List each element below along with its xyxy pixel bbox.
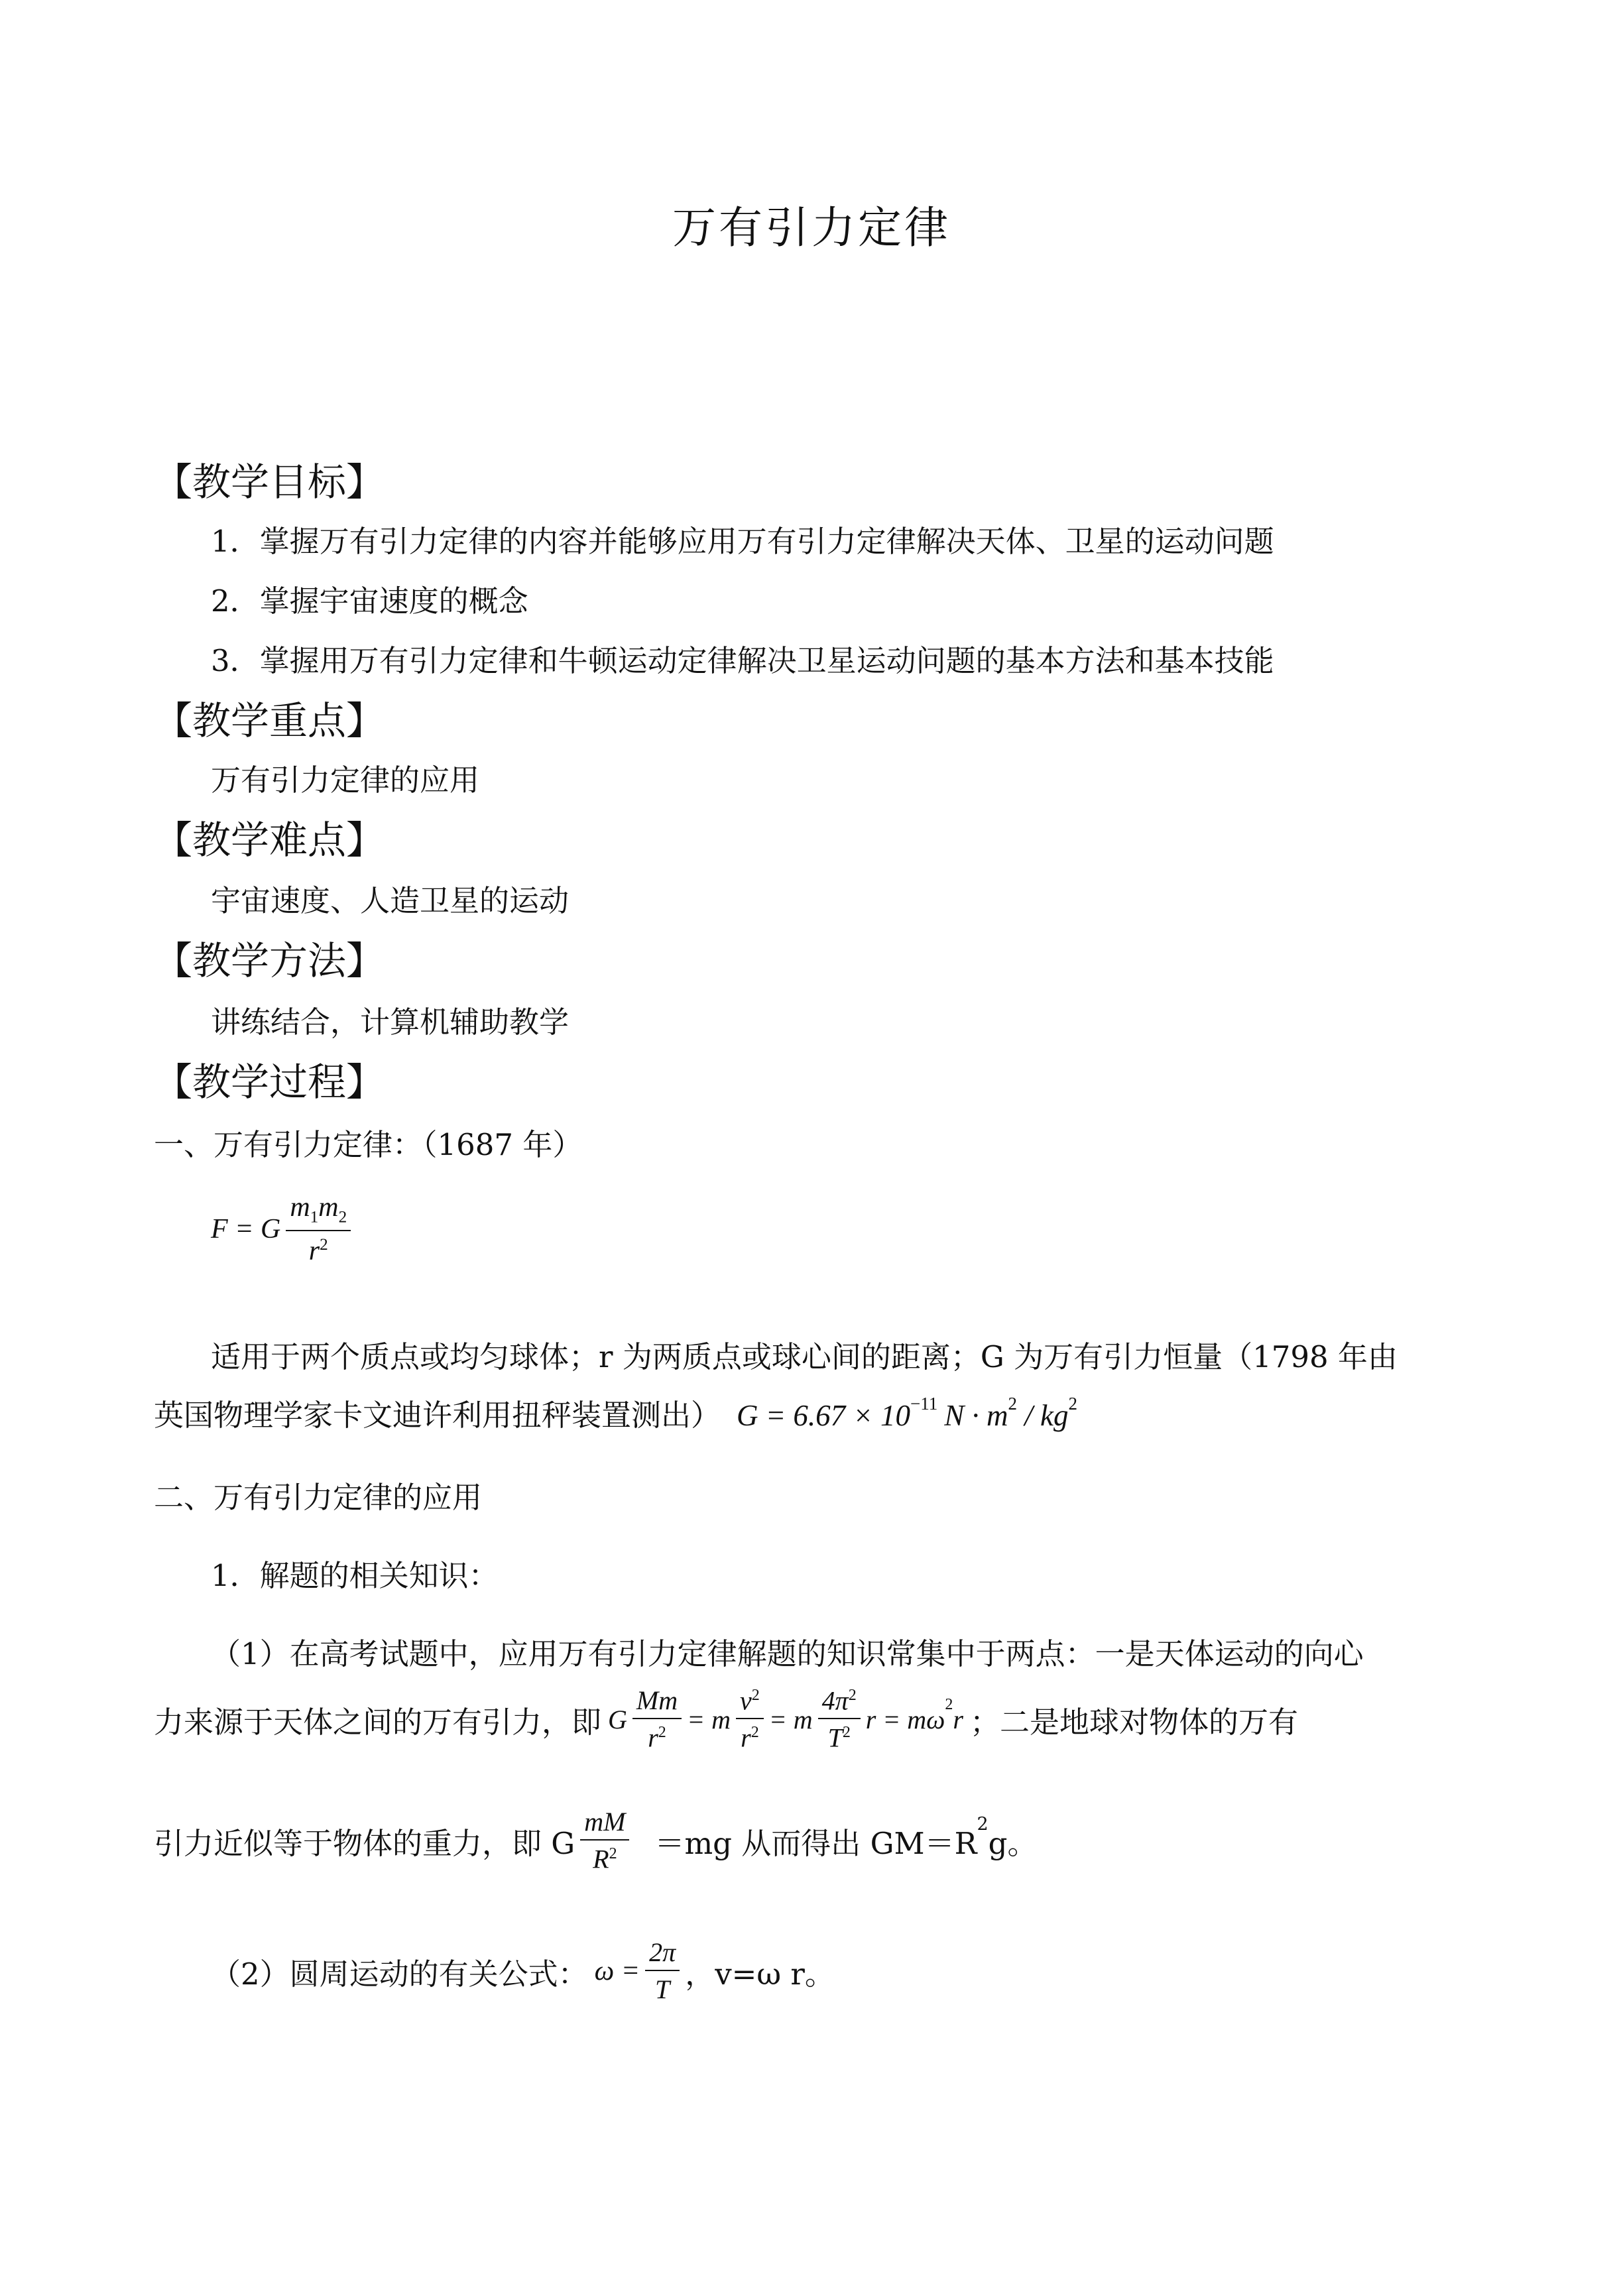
eq-tail-r: r [953, 1704, 963, 1734]
eq-tail: r = mω [865, 1704, 945, 1734]
part1-desc-line2 [154, 1391, 1077, 1434]
key-text: 万有引力定律的应用 [211, 762, 480, 798]
p2-den: T [655, 1974, 670, 2004]
centripetal-equation [608, 1687, 963, 1752]
p1-line2 [154, 1687, 1298, 1752]
eq-frac1-den: r [648, 1722, 658, 1753]
formula-lhs: F = G [211, 1213, 281, 1244]
p1-line3-post: ＝mg 从而得出 GM＝R [654, 1825, 977, 1861]
p1-line2-post: ；二是地球对物体的万有 [969, 1704, 1298, 1740]
eq-equals2: = m [768, 1704, 813, 1734]
p1-line3-end: g。 [988, 1825, 1038, 1861]
g-unit-div: / kg [1017, 1399, 1069, 1432]
formula-m1: m [290, 1192, 310, 1223]
eq-frac3 [818, 1687, 861, 1752]
g-unit: N · m [944, 1399, 1008, 1432]
p2-num: 2π [645, 1939, 680, 1971]
key-heading: 【教学重点】 [154, 698, 385, 743]
g-unit-div-exp: 2 [1068, 1393, 1077, 1414]
page-title: 万有引力定律 [672, 202, 951, 253]
goal-item-3: 3．掌握用万有引力定律和牛顿运动定律解决卫星运动问题的基本方法和基本技能 [211, 643, 1274, 678]
process-heading: 【教学过程】 [154, 1059, 385, 1105]
eq-frac1-sup: 2 [658, 1724, 666, 1742]
gravity-fraction [580, 1809, 629, 1872]
gravity-den-sup: 2 [609, 1845, 617, 1862]
eq-tail-sup: 2 [945, 1696, 953, 1714]
part1-desc-text: 英国物理学家卡文迪许利用扭秤装置测出） [154, 1398, 721, 1433]
part1-heading: 一、万有引力定律：（1687 年） [154, 1127, 583, 1162]
difficult-heading: 【教学难点】 [154, 817, 385, 863]
p1-line1: （1）在高考试题中，应用万有引力定律解题的知识常集中于两点：一是天体运动的向心 [211, 1636, 1364, 1671]
g-exp: −11 [910, 1393, 938, 1414]
eq-frac3-den-sup: 2 [842, 1724, 851, 1742]
part1-desc-line1: 适用于两个质点或均匀球体；r 为两质点或球心间的距离；G 为万有引力恒量（1798 年由 [211, 1339, 1398, 1374]
eq-frac2-den: r [741, 1722, 751, 1753]
formula-m2: m [318, 1192, 339, 1223]
goal-item-2: 2．掌握宇宙速度的概念 [211, 583, 528, 619]
goal-item-1: 1．掌握万有引力定律的内容并能够应用万有引力定律解决天体、卫星的运动问题 [211, 524, 1274, 559]
part2-heading: 二、万有引力定律的应用 [154, 1480, 483, 1515]
p2-post: ，v=ω r。 [685, 1956, 835, 1992]
formula-sub2: 2 [338, 1208, 347, 1227]
eq-frac1 [632, 1687, 682, 1751]
g-unit-exp: 2 [1008, 1393, 1017, 1414]
formula-r-sup: 2 [320, 1235, 328, 1254]
p2-omega: ω = [594, 1956, 640, 1986]
p1-line3 [154, 1809, 1037, 1872]
method-heading: 【教学方法】 [154, 938, 385, 983]
gravity-num: mM [580, 1809, 629, 1841]
method-text: 讲练结合，计算机辅助教学 [211, 1004, 570, 1040]
p1-line3-pre: 引力近似等于物体的重力，即 G [154, 1825, 575, 1861]
eq-frac3-den: T [827, 1722, 843, 1753]
goals-heading: 【教学目标】 [154, 459, 385, 505]
eq-G: G [608, 1704, 627, 1734]
p2-pre: （2）圆周运动的有关公式： [211, 1956, 588, 1992]
eq-frac2 [736, 1687, 764, 1752]
formula-fraction [286, 1193, 351, 1265]
gravitation-formula [211, 1193, 356, 1265]
part2-sub1: 1．解题的相关知识： [211, 1558, 499, 1593]
gravity-den: R [593, 1844, 609, 1874]
formula-sub1: 1 [310, 1208, 319, 1227]
p1-line2-pre: 力来源于天体之间的万有引力，即 [154, 1704, 602, 1740]
eq-frac2-num-sup: 2 [751, 1687, 760, 1704]
p2-line [211, 1939, 835, 2003]
g-constant [737, 1393, 1077, 1433]
eq-frac3-num-sup: 2 [848, 1687, 857, 1704]
difficult-text: 宇宙速度、人造卫星的运动 [211, 883, 570, 918]
g-value: G = 6.67 × 10 [737, 1399, 910, 1432]
formula-r: r [308, 1235, 320, 1266]
eq-frac2-den-sup: 2 [751, 1724, 759, 1742]
eq-frac3-num: 4π [821, 1685, 849, 1716]
eq-frac2-num: v [740, 1685, 752, 1716]
p2-fraction [645, 1939, 680, 2003]
eq-equals1: = m [687, 1704, 731, 1734]
p1-line3-sup: 2 [977, 1814, 989, 1835]
eq-frac1-num: Mm [632, 1687, 682, 1719]
